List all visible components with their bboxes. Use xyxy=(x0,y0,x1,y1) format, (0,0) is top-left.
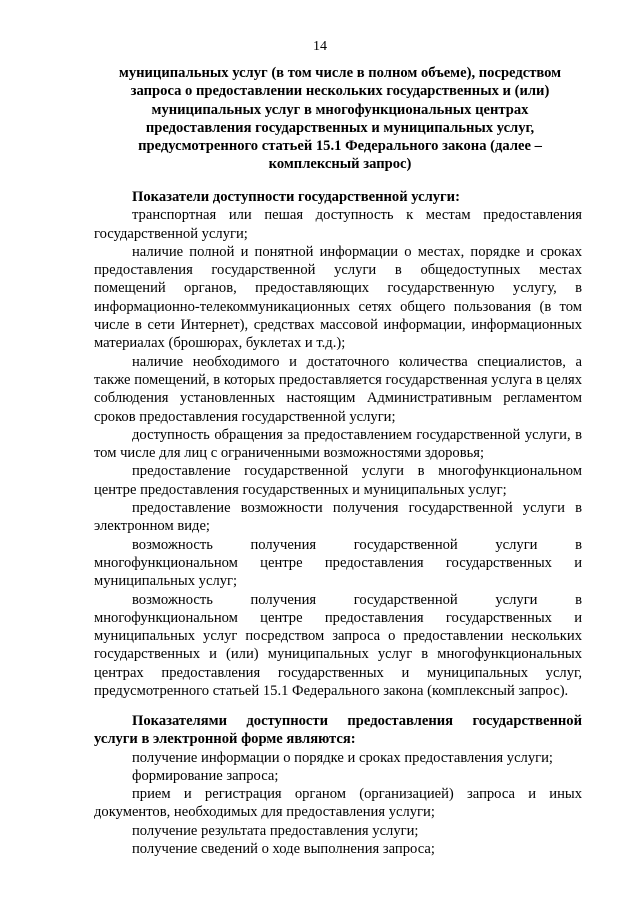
section-title: Показатели доступности государственной услуги: xyxy=(132,189,460,205)
list-item: получение результата предоставления услуги; xyxy=(132,822,419,839)
paragraph: наличие полной и понятной информации о местах, порядке и сроках предоставления государственной услуги в общедоступных местах помещений органов, предоставляющих государственную услугу, в информационно-телекоммуникационных сетях общего пользования (в том числе в сети Интернет), средствах массовой информации, информационных материалах (брошюрах, буклетах и т.д.); xyxy=(94,243,582,352)
heading-line: муниципальных услуг в многофункциональных центрах xyxy=(151,101,529,118)
paragraph: доступность обращения за предоставлением государственной услуги, в том числе для лиц с ограниченными возможностями здоровья; xyxy=(94,426,582,462)
paragraph: предоставление государственной услуги в многофункциональном центре предоставления государственных и муниципальных услуг; xyxy=(94,463,582,498)
list-item: получение сведений о ходе выполнения запроса; xyxy=(132,841,435,858)
section-title: Показателями доступности предоставления государственной услуги в электронной форме являются: xyxy=(94,713,582,748)
heading-line: муниципальных услуг (в том числе в полном объеме), посредством xyxy=(118,65,562,81)
list-item: формирование запроса; xyxy=(132,767,279,784)
paragraph: возможность получения государственной услуги в многофункциональном центре предоставления государственных и муниципальных услуг посредством запроса о предоставлении нескольких государственных и (или) муниципальных услуг в многофункциональных центрах предоставления государственных и муниципальных услуг, предусмотренного статьей 15.1 Федерального закона (комплексный запрос). xyxy=(94,591,582,700)
accessibility-indicators-section xyxy=(94,188,582,700)
heading-line: запроса о предоставлении нескольких государственных и (или) xyxy=(130,83,550,100)
electronic-form-indicators-section xyxy=(94,712,582,858)
page-number: 14 xyxy=(313,39,327,54)
heading-line: предусмотренного статьей 15.1 Федерального закона (далее – xyxy=(138,138,542,155)
heading-line: комплексный запрос) xyxy=(268,156,412,173)
section-heading xyxy=(100,64,580,174)
list-item: прием и регистрация органом (организацией) запроса и иных документов, необходимых для предоставления услуги; xyxy=(94,786,582,821)
paragraph: наличие необходимого и достаточного количества специалистов, а также помещений, в которых предоставляется государственная услуга в целях соблюдения установленных настоящим Административным регламентом сроков предоставления государственной услуги; xyxy=(94,353,582,425)
paragraph: возможность получения государственной услуги в многофункциональном центре предоставления государственных и муниципальных услуг; xyxy=(94,536,582,590)
paragraph: транспортная или пешая доступность к местам предоставления государственной услуги; xyxy=(94,207,582,242)
heading-line: предоставления государственных и муниципальных услуг, xyxy=(145,119,535,136)
list-item: получение информации о порядке и сроках предоставления услуги; xyxy=(132,749,553,766)
paragraph: предоставление возможности получения государственной услуги в электронном виде; xyxy=(94,500,582,535)
